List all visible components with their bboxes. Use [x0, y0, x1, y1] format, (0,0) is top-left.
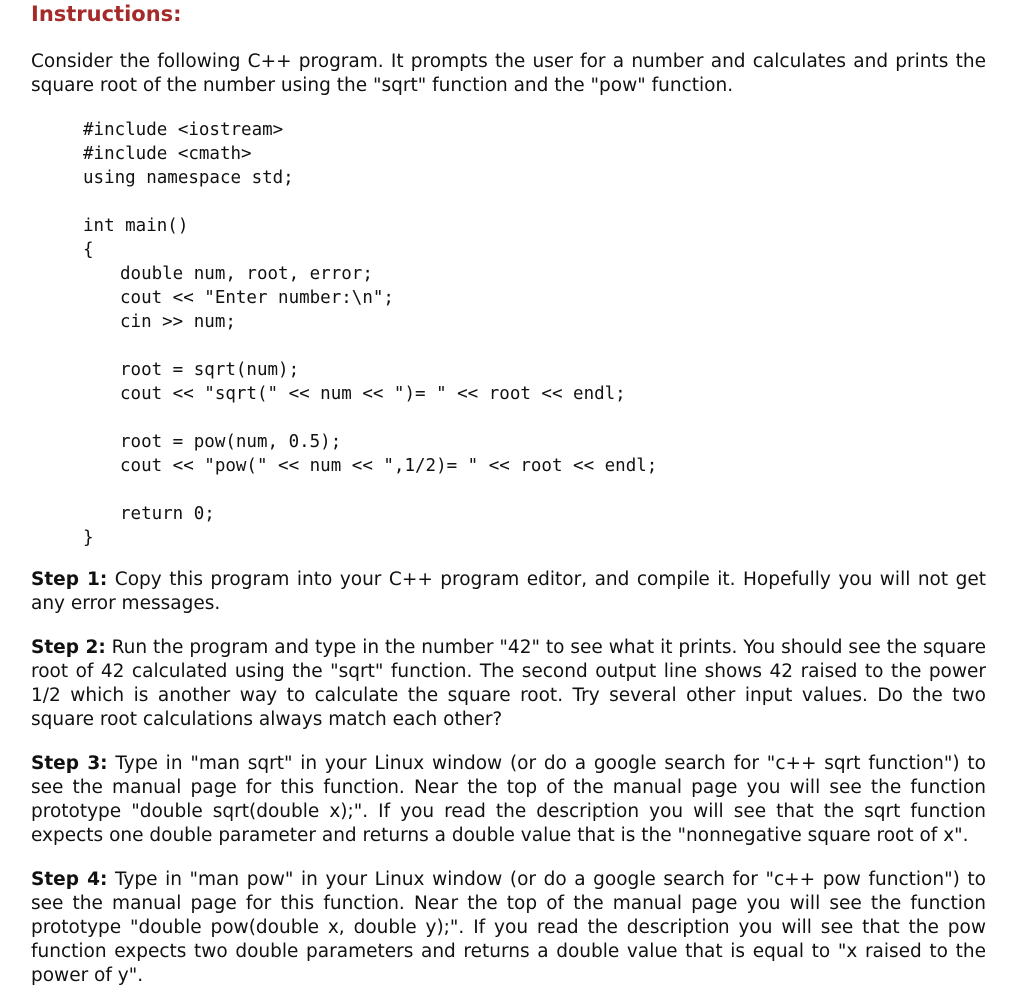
code-line-return: return 0; — [120, 504, 215, 524]
code-line-prompt: cout << "Enter number:\n"; — [120, 288, 394, 308]
step-4-paragraph — [31, 868, 986, 988]
step-1-paragraph — [31, 568, 986, 616]
code-blank-line — [83, 190, 657, 214]
step-4-text: Type in "man pow" in your Linux window (or do a google search for "c++ pow function") to see the manual page for this function. Near the top of the manual page you will see the function prototype "double pow(double x, double y);". If you read the description you will see that the pow function expects two double parameters and returns a double value that is equal to "x raised to the power of y". — [31, 869, 986, 986]
code-blank-line — [83, 406, 657, 430]
intro-paragraph: Consider the following C++ program. It prompts the user for a number and calculates and prints the square root of the number using the "sqrt" function and the "pow" function. — [31, 51, 986, 96]
code-line-include-iostream: #include <iostream> — [83, 120, 284, 140]
code-line-pow-call: root = pow(num, 0.5); — [120, 432, 342, 452]
code-line-pow-output: cout << "pow(" << num << ",1/2)= " << root << endl; — [120, 456, 658, 476]
code-blank-line — [83, 334, 657, 358]
code-line-sqrt-output: cout << "sqrt(" << num << ")= " << root << endl; — [120, 384, 626, 404]
step-2-label: Step 2: — [31, 637, 106, 658]
code-blank-line — [83, 478, 657, 502]
step-3-label: Step 3: — [31, 753, 108, 774]
code-line-include-cmath: #include <cmath> — [83, 144, 252, 164]
step-1-label: Step 1: — [31, 569, 108, 590]
step-3-text: Type in "man sqrt" in your Linux window (or do a google search for "c++ sqrt function") to see the manual page for this function. Near the top of the manual page you will see the function prototype "double sqrt(double x);". If you read the description you will see that the sqrt function expects one double parameter and returns a double value that is the "nonnegative square root of x". — [31, 753, 986, 846]
step-1-text: Copy this program into your C++ program editor, and compile it. Hopefully you will not get any error messages. — [31, 569, 986, 614]
step-2-text: Run the program and type in the number "42" to see what it prints. You should see the square root of 42 calculated using the "sqrt" function. The second output line shows 42 raised to the power 1/2 which is another way to calculate the square root. Try several other input values. Do the two square root calculations always match each other? — [31, 637, 986, 730]
step-4-label: Step 4: — [31, 869, 108, 890]
code-line-sqrt-call: root = sqrt(num); — [120, 360, 300, 380]
step-2-paragraph — [31, 636, 986, 732]
code-line-using-namespace: using namespace std; — [83, 168, 294, 188]
code-line-read-input: cin >> num; — [120, 312, 236, 332]
code-line-close-brace: } — [83, 528, 94, 548]
code-block — [83, 118, 657, 550]
code-line-declarations: double num, root, error; — [120, 264, 373, 284]
instructions-heading: Instructions: — [31, 2, 182, 26]
code-line-main-signature: int main() — [83, 216, 189, 236]
code-line-open-brace: { — [83, 240, 94, 260]
step-3-paragraph — [31, 752, 986, 848]
